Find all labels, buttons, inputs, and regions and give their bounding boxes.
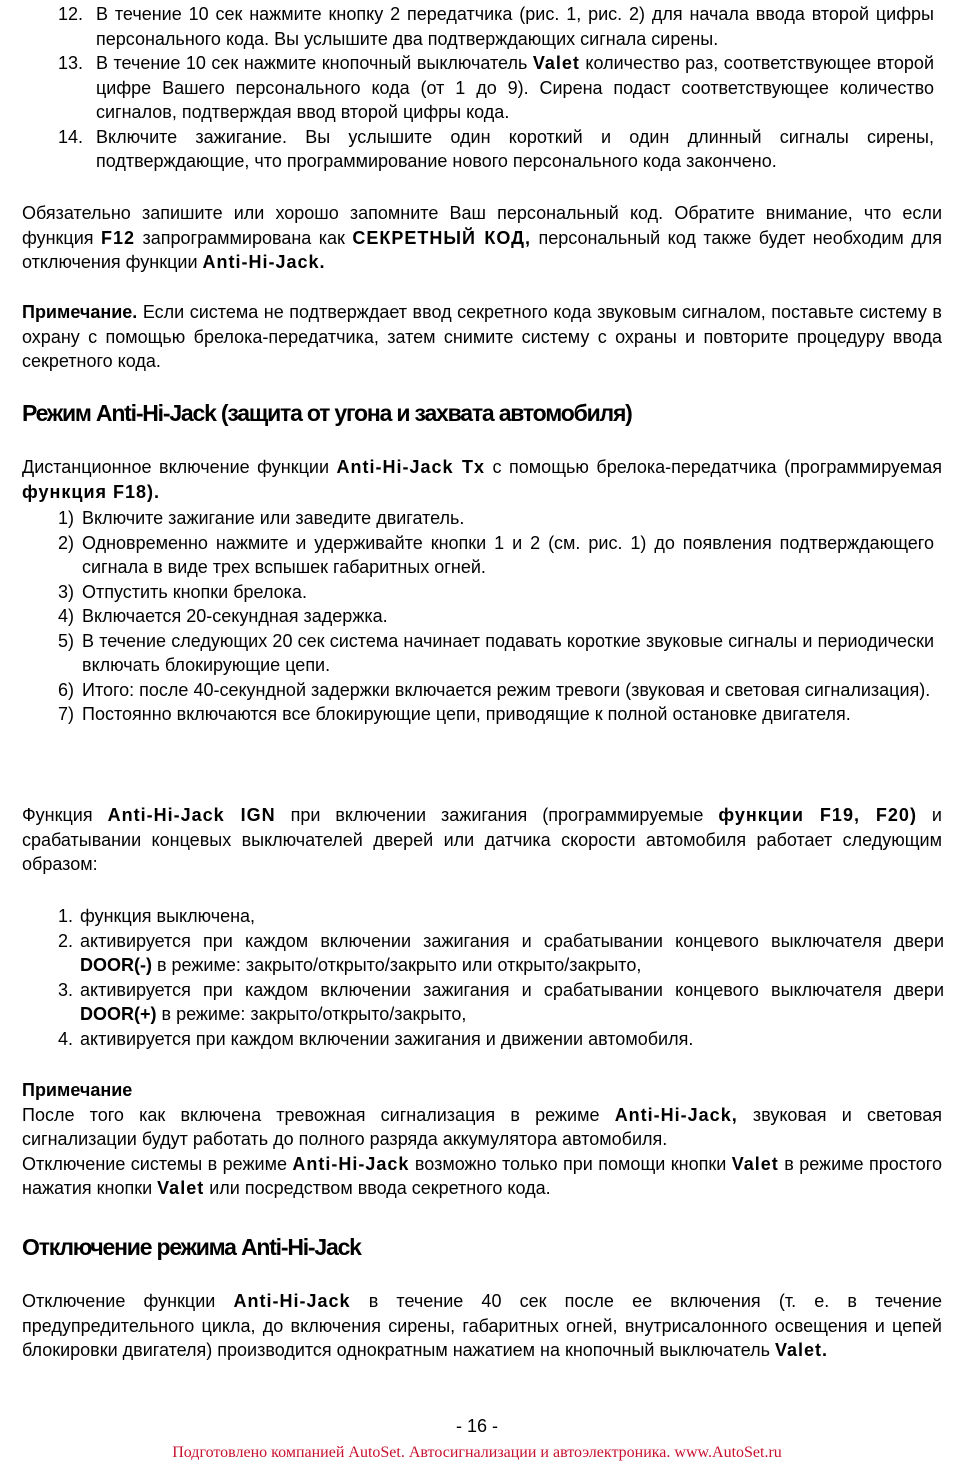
item-number: 12. xyxy=(58,4,84,24)
note-paragraph: После того как включена тревожная сигнализация в режиме Anti-Hi-Jack, звуковая и световая сигнализации будут работать до полного разряда аккумулятора автомобиля. xyxy=(22,1104,942,1149)
note-paragraph: Отключение системы в режиме Anti-Hi-Jack возможно только при помощи кнопки Valet в режиме простого нажатия кнопки Valet или посредством ввода секретного кода. xyxy=(22,1153,942,1198)
paragraph-remote-activation: Дистанционное включение функции Anti-Hi-Jack Tx с помощью брелока-передатчика (программируемая функция F18). xyxy=(22,457,942,502)
list-item: 5) В течение следующих 20 сек система начинает подавать короткие звуковые сигналы и периодически включать блокирующие цепи. xyxy=(58,630,934,675)
list-item: 1) Включите зажигание или заведите двигатель. xyxy=(58,508,465,528)
list-item: 4) Включается 20-секундная задержка. xyxy=(58,606,388,626)
list-item: 7) Постоянно включаются все блокирующие цепи, приводящие к полной остановке двигателя. xyxy=(58,704,851,724)
footer-credit: Подготовлено компанией AutoSet. Автосигнализации и автоэлектроника. www.AutoSet.ru xyxy=(172,1444,782,1461)
list-item: 13. В течение 10 сек нажмите кнопочный выключатель Valet количество раз, соответствующее второй цифре Вашего персонального кода (от 1 до 9). Сирена подаст соответствующее количество сигналов, подтверждая ввод второй цифры кода. xyxy=(58,53,934,122)
list-item: 3. активируется при каждом включении зажигания и срабатывании концевого выключателя двери DOOR(+) в режиме: закрыто/открыто/закрыто, xyxy=(58,979,944,1024)
list-item: 6) Итого: после 40-секундной задержки включается режим тревоги (звуковая и световая сигнализация). xyxy=(58,679,931,700)
note-label: Примечание xyxy=(22,1080,133,1100)
paragraph-personal-code: Обязательно запишите или хорошо запомните Ваш персональный код. Обратите внимание, что если функция F12 запрограммирована как СЕКРЕТНЫЙ КОД, персональный код также будет необходим для отключения функции Anti-Hi-Jack. xyxy=(22,203,942,272)
note-label: Примечание. xyxy=(22,302,138,322)
note-alarm xyxy=(22,1078,942,1201)
list-item: 14. Включите зажигание. Вы услышите один короткий и один длинный сигналы сирены, подтверждающие, что программирование нового персонального кода закончено. xyxy=(58,126,934,171)
list-item: 1. функция выключена, xyxy=(58,906,256,926)
note-secret-code: Примечание. Если система не подтверждает ввод секретного кода звуковым сигналом, поставьте систему в охрану с помощью брелока-передатчика, затем снимите систему с охраны и повторите процедуру ввода секретного кода. xyxy=(22,302,942,371)
list-item: 2) Одновременно нажмите и удерживайте кнопки 1 и 2 (см. рис. 1) до появления подтверждающего сигнала в виде трех вспышек габаритных огней. xyxy=(58,532,934,577)
page-number: - 16 - xyxy=(455,1416,498,1436)
list-a xyxy=(58,2,934,174)
list-c xyxy=(58,904,944,1051)
paragraph-ign-function: Функция Anti-Hi-Jack IGN при включении зажигания (программируемые функции F19, F20) и срабатывании концевых выключателей дверей или датчика скорости автомобиля работает следующим образом: xyxy=(22,805,942,874)
list-item: 2. активируется при каждом включении зажигания и срабатывании концевого выключателя двери DOOR(-) в режиме: закрыто/открыто/закрыто или открыто/закрыто, xyxy=(58,930,944,975)
list-item: 12. В течение 10 сек нажмите кнопку 2 передатчика (рис. 1, рис. 2) для начала ввода второй цифры персонального кода. Вы услышите два подтверждающих сигнала сирены. xyxy=(58,4,934,49)
heading-disable-anti-hi-jack: Отключение режима Anti-Hi-Jack xyxy=(22,1234,361,1260)
list-b xyxy=(58,506,934,727)
item-number: 14. xyxy=(58,126,84,147)
list-item: 4. активируется при каждом включении зажигания и движении автомобиля. xyxy=(58,1028,694,1049)
paragraph-disable: Отключение функции Anti-Hi-Jack в течение 40 сек после ее включения (т. е. в течение предупредительного цикла, до включения сирены, габаритных огней, внутрисалонного освещения и цепей блокировки двигателя) производится однократным нажатием на кнопочный выключатель Valet. xyxy=(22,1291,942,1360)
item-number: 13. xyxy=(58,53,84,73)
list-item: 3) Отпустить кнопки брелока. xyxy=(58,581,307,602)
heading-anti-hi-jack-mode: Режим Anti-Hi-Jack (защита от угона и захвата автомобиля) xyxy=(22,400,632,426)
